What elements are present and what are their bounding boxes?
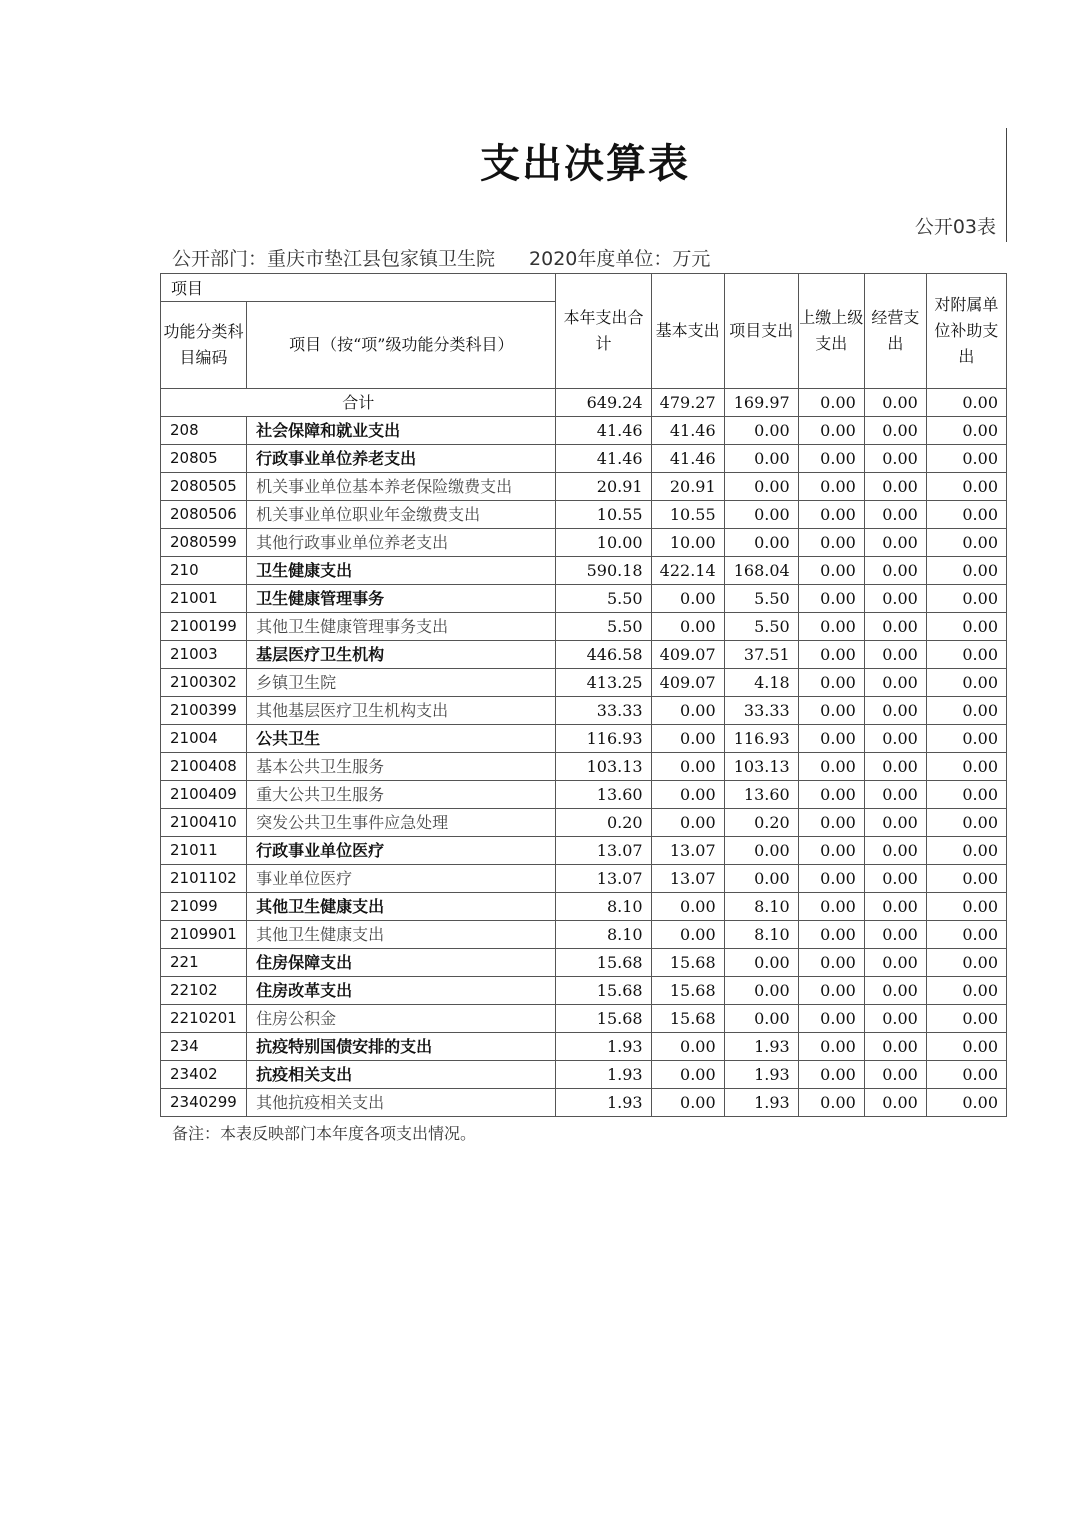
- row-subsidy: 0.00: [926, 529, 1006, 557]
- row-basic: 0.00: [651, 753, 724, 781]
- row-subsidy: 0.00: [926, 417, 1006, 445]
- table-row: [161, 921, 1007, 949]
- row-upper: 0.00: [798, 417, 864, 445]
- row-upper: 0.00: [798, 585, 864, 613]
- row-basic: 20.91: [651, 473, 724, 501]
- row-basic: 409.07: [651, 669, 724, 697]
- row-total: 20.91: [556, 473, 651, 501]
- row-subsidy: 0.00: [926, 921, 1006, 949]
- row-upper: 0.00: [798, 1005, 864, 1033]
- table-header: [161, 274, 1007, 389]
- total-cell-business: 0.00: [864, 389, 926, 417]
- row-subsidy: 0.00: [926, 837, 1006, 865]
- row-code: 210: [161, 557, 247, 585]
- row-subsidy: 0.00: [926, 613, 1006, 641]
- table-row: [161, 557, 1007, 585]
- row-name: 其他卫生健康支出: [247, 921, 556, 949]
- row-project: 13.60: [724, 781, 798, 809]
- row-code: 2080599: [161, 529, 247, 557]
- row-total: 41.46: [556, 417, 651, 445]
- row-project: 37.51: [724, 641, 798, 669]
- row-subsidy: 0.00: [926, 697, 1006, 725]
- department-line: [172, 244, 710, 271]
- row-total: 15.68: [556, 977, 651, 1005]
- row-project: 1.93: [724, 1089, 798, 1117]
- table-row: [161, 781, 1007, 809]
- row-business: 0.00: [864, 977, 926, 1005]
- row-total: 13.60: [556, 781, 651, 809]
- row-business: 0.00: [864, 417, 926, 445]
- row-total: 0.20: [556, 809, 651, 837]
- table-row: [161, 893, 1007, 921]
- row-subsidy: 0.00: [926, 809, 1006, 837]
- row-upper: 0.00: [798, 809, 864, 837]
- total-cell-basic: 479.27: [651, 389, 724, 417]
- total-label: 合计: [161, 389, 556, 417]
- row-subsidy: 0.00: [926, 1033, 1006, 1061]
- row-basic: 0.00: [651, 921, 724, 949]
- row-code: 21099: [161, 893, 247, 921]
- row-total: 103.13: [556, 753, 651, 781]
- footnote: 备注：本表反映部门本年度各项支出情况。: [172, 1124, 477, 1143]
- total-cell-project: 169.97: [724, 389, 798, 417]
- row-basic: 15.68: [651, 949, 724, 977]
- table-row: [161, 949, 1007, 977]
- row-upper: 0.00: [798, 641, 864, 669]
- row-code: 2340299: [161, 1089, 247, 1117]
- row-total: 116.93: [556, 725, 651, 753]
- row-basic: 15.68: [651, 977, 724, 1005]
- table-row: [161, 613, 1007, 641]
- row-upper: 0.00: [798, 501, 864, 529]
- row-total: 33.33: [556, 697, 651, 725]
- row-upper: 0.00: [798, 697, 864, 725]
- row-code: 221: [161, 949, 247, 977]
- row-subsidy: 0.00: [926, 1005, 1006, 1033]
- row-business: 0.00: [864, 921, 926, 949]
- row-subsidy: 0.00: [926, 1061, 1006, 1089]
- row-name: 住房公积金: [247, 1005, 556, 1033]
- row-name: 突发公共卫生事件应急处理: [247, 809, 556, 837]
- row-name: 行政事业单位医疗: [247, 837, 556, 865]
- row-project: 33.33: [724, 697, 798, 725]
- page-title: 支出决算表: [480, 140, 690, 187]
- row-code: 2210201: [161, 1005, 247, 1033]
- row-project: 8.10: [724, 921, 798, 949]
- row-name: 其他卫生健康管理事务支出: [247, 613, 556, 641]
- row-total: 41.46: [556, 445, 651, 473]
- row-project: 8.10: [724, 893, 798, 921]
- row-subsidy: 0.00: [926, 585, 1006, 613]
- row-code: 20805: [161, 445, 247, 473]
- row-basic: 13.07: [651, 865, 724, 893]
- row-upper: 0.00: [798, 473, 864, 501]
- table-row: [161, 837, 1007, 865]
- row-upper: 0.00: [798, 445, 864, 473]
- row-project: 0.00: [724, 501, 798, 529]
- row-subsidy: 0.00: [926, 725, 1006, 753]
- row-business: 0.00: [864, 1033, 926, 1061]
- row-name: 其他行政事业单位养老支出: [247, 529, 556, 557]
- row-business: 0.00: [864, 1089, 926, 1117]
- row-project: 0.00: [724, 445, 798, 473]
- row-upper: 0.00: [798, 1033, 864, 1061]
- row-total: 10.00: [556, 529, 651, 557]
- row-name: 社会保障和就业支出: [247, 417, 556, 445]
- row-total: 8.10: [556, 893, 651, 921]
- row-project: 116.93: [724, 725, 798, 753]
- row-business: 0.00: [864, 865, 926, 893]
- table-row: [161, 725, 1007, 753]
- row-business: 0.00: [864, 893, 926, 921]
- row-code: 2100302: [161, 669, 247, 697]
- row-subsidy: 0.00: [926, 949, 1006, 977]
- row-total: 1.93: [556, 1089, 651, 1117]
- row-total: 10.55: [556, 501, 651, 529]
- row-total: 1.93: [556, 1033, 651, 1061]
- row-total: 8.10: [556, 921, 651, 949]
- row-project: 5.50: [724, 585, 798, 613]
- row-project: 1.93: [724, 1061, 798, 1089]
- row-subsidy: 0.00: [926, 473, 1006, 501]
- unit-label: 2020年度单位：万元: [529, 248, 711, 270]
- row-business: 0.00: [864, 613, 926, 641]
- row-total: 5.50: [556, 613, 651, 641]
- row-project: 0.00: [724, 977, 798, 1005]
- row-upper: 0.00: [798, 837, 864, 865]
- row-name: 住房改革支出: [247, 977, 556, 1005]
- row-business: 0.00: [864, 557, 926, 585]
- row-code: 2080505: [161, 473, 247, 501]
- table-row: [161, 445, 1007, 473]
- row-business: 0.00: [864, 445, 926, 473]
- table-row: [161, 585, 1007, 613]
- expenditure-table: [160, 273, 1007, 1117]
- row-project: 0.00: [724, 473, 798, 501]
- row-basic: 0.00: [651, 697, 724, 725]
- table-row: [161, 809, 1007, 837]
- row-name: 基本公共卫生服务: [247, 753, 556, 781]
- row-upper: 0.00: [798, 949, 864, 977]
- row-name: 抗疫相关支出: [247, 1061, 556, 1089]
- row-upper: 0.00: [798, 781, 864, 809]
- row-name: 卫生健康支出: [247, 557, 556, 585]
- form-number: 公开03表: [914, 216, 996, 238]
- row-business: 0.00: [864, 753, 926, 781]
- row-business: 0.00: [864, 781, 926, 809]
- row-name: 卫生健康管理事务: [247, 585, 556, 613]
- row-business: 0.00: [864, 1005, 926, 1033]
- row-basic: 0.00: [651, 893, 724, 921]
- row-basic: 0.00: [651, 1033, 724, 1061]
- row-total: 15.68: [556, 949, 651, 977]
- row-business: 0.00: [864, 585, 926, 613]
- table-row: [161, 1005, 1007, 1033]
- row-business: 0.00: [864, 529, 926, 557]
- row-code: 2109901: [161, 921, 247, 949]
- row-project: 0.00: [724, 417, 798, 445]
- row-name: 其他基层医疗卫生机构支出: [247, 697, 556, 725]
- header-total: 本年支出合计: [556, 274, 651, 389]
- row-basic: 0.00: [651, 809, 724, 837]
- row-total: 1.93: [556, 1061, 651, 1089]
- row-project: 0.00: [724, 529, 798, 557]
- row-basic: 13.07: [651, 837, 724, 865]
- row-basic: 422.14: [651, 557, 724, 585]
- row-subsidy: 0.00: [926, 893, 1006, 921]
- header-upper: 上缴上级支出: [798, 274, 864, 389]
- row-project: 0.20: [724, 809, 798, 837]
- row-name: 乡镇卫生院: [247, 669, 556, 697]
- row-upper: 0.00: [798, 557, 864, 585]
- row-total: 590.18: [556, 557, 651, 585]
- row-basic: 10.55: [651, 501, 724, 529]
- row-business: 0.00: [864, 697, 926, 725]
- total-cell-total: 649.24: [556, 389, 651, 417]
- row-subsidy: 0.00: [926, 669, 1006, 697]
- row-basic: 409.07: [651, 641, 724, 669]
- row-code: 21011: [161, 837, 247, 865]
- row-total: 5.50: [556, 585, 651, 613]
- row-basic: 0.00: [651, 1061, 724, 1089]
- row-upper: 0.00: [798, 753, 864, 781]
- row-upper: 0.00: [798, 669, 864, 697]
- row-name: 机关事业单位基本养老保险缴费支出: [247, 473, 556, 501]
- row-subsidy: 0.00: [926, 641, 1006, 669]
- row-basic: 41.46: [651, 445, 724, 473]
- row-code: 2100199: [161, 613, 247, 641]
- row-project: 5.50: [724, 613, 798, 641]
- row-basic: 0.00: [651, 613, 724, 641]
- row-total: 446.58: [556, 641, 651, 669]
- row-total: 13.07: [556, 837, 651, 865]
- row-code: 2080506: [161, 501, 247, 529]
- row-business: 0.00: [864, 473, 926, 501]
- header-subsidy: 对附属单位补助支出: [926, 274, 1006, 389]
- row-upper: 0.00: [798, 1089, 864, 1117]
- row-project: 0.00: [724, 865, 798, 893]
- row-code: 21003: [161, 641, 247, 669]
- row-project: 4.18: [724, 669, 798, 697]
- row-basic: 0.00: [651, 781, 724, 809]
- row-project: 0.00: [724, 949, 798, 977]
- row-code: 2100409: [161, 781, 247, 809]
- row-name: 基层医疗卫生机构: [247, 641, 556, 669]
- row-subsidy: 0.00: [926, 1089, 1006, 1117]
- table-row: [161, 1061, 1007, 1089]
- row-upper: 0.00: [798, 529, 864, 557]
- row-business: 0.00: [864, 641, 926, 669]
- table-row: [161, 1033, 1007, 1061]
- row-subsidy: 0.00: [926, 753, 1006, 781]
- row-project: 0.00: [724, 1005, 798, 1033]
- row-upper: 0.00: [798, 865, 864, 893]
- header-name: 项目（按“项”级功能分类科目）: [247, 302, 556, 389]
- row-project: 1.93: [724, 1033, 798, 1061]
- header-code: 功能分类科目编码: [161, 302, 247, 389]
- department-label: 公开部门：重庆市垫江县包家镇卫生院: [172, 248, 496, 270]
- table-row: [161, 865, 1007, 893]
- row-basic: 10.00: [651, 529, 724, 557]
- row-code: 21001: [161, 585, 247, 613]
- row-upper: 0.00: [798, 725, 864, 753]
- row-business: 0.00: [864, 1061, 926, 1089]
- table-row: [161, 641, 1007, 669]
- row-upper: 0.00: [798, 977, 864, 1005]
- row-code: 2100410: [161, 809, 247, 837]
- row-subsidy: 0.00: [926, 557, 1006, 585]
- row-subsidy: 0.00: [926, 781, 1006, 809]
- row-name: 住房保障支出: [247, 949, 556, 977]
- table-row: [161, 501, 1007, 529]
- row-name: 行政事业单位养老支出: [247, 445, 556, 473]
- row-basic: 0.00: [651, 1089, 724, 1117]
- row-business: 0.00: [864, 837, 926, 865]
- row-name: 机关事业单位职业年金缴费支出: [247, 501, 556, 529]
- row-name: 事业单位医疗: [247, 865, 556, 893]
- row-code: 2101102: [161, 865, 247, 893]
- table-body: [161, 389, 1007, 1117]
- header-basic: 基本支出: [651, 274, 724, 389]
- table-row: [161, 1089, 1007, 1117]
- row-total: 413.25: [556, 669, 651, 697]
- row-subsidy: 0.00: [926, 445, 1006, 473]
- row-project: 0.00: [724, 837, 798, 865]
- total-cell-upper: 0.00: [798, 389, 864, 417]
- row-basic: 15.68: [651, 1005, 724, 1033]
- row-upper: 0.00: [798, 1061, 864, 1089]
- row-name: 公共卫生: [247, 725, 556, 753]
- header-business: 经营支出: [864, 274, 926, 389]
- row-code: 208: [161, 417, 247, 445]
- row-subsidy: 0.00: [926, 501, 1006, 529]
- row-subsidy: 0.00: [926, 865, 1006, 893]
- table-row: [161, 977, 1007, 1005]
- row-basic: 0.00: [651, 725, 724, 753]
- row-business: 0.00: [864, 725, 926, 753]
- row-upper: 0.00: [798, 613, 864, 641]
- row-basic: 41.46: [651, 417, 724, 445]
- row-name: 其他抗疫相关支出: [247, 1089, 556, 1117]
- table-row: [161, 417, 1007, 445]
- row-code: 22102: [161, 977, 247, 1005]
- row-business: 0.00: [864, 501, 926, 529]
- row-name: 重大公共卫生服务: [247, 781, 556, 809]
- header-project-group: 项目: [161, 274, 556, 302]
- header-project: 项目支出: [724, 274, 798, 389]
- row-upper: 0.00: [798, 893, 864, 921]
- table-row: [161, 753, 1007, 781]
- row-name: 其他卫生健康支出: [247, 893, 556, 921]
- table-row: [161, 697, 1007, 725]
- row-code: 2100408: [161, 753, 247, 781]
- row-project: 103.13: [724, 753, 798, 781]
- table-row: [161, 669, 1007, 697]
- row-code: 234: [161, 1033, 247, 1061]
- row-subsidy: 0.00: [926, 977, 1006, 1005]
- total-cell-subsidy: 0.00: [926, 389, 1006, 417]
- total-row: [161, 389, 1007, 417]
- row-business: 0.00: [864, 949, 926, 977]
- row-upper: 0.00: [798, 921, 864, 949]
- row-total: 13.07: [556, 865, 651, 893]
- row-project: 168.04: [724, 557, 798, 585]
- table-row: [161, 473, 1007, 501]
- row-total: 15.68: [556, 1005, 651, 1033]
- row-code: 21004: [161, 725, 247, 753]
- table-row: [161, 529, 1007, 557]
- row-code: 23402: [161, 1061, 247, 1089]
- row-business: 0.00: [864, 669, 926, 697]
- row-basic: 0.00: [651, 585, 724, 613]
- row-business: 0.00: [864, 809, 926, 837]
- row-code: 2100399: [161, 697, 247, 725]
- row-name: 抗疫特别国债安排的支出: [247, 1033, 556, 1061]
